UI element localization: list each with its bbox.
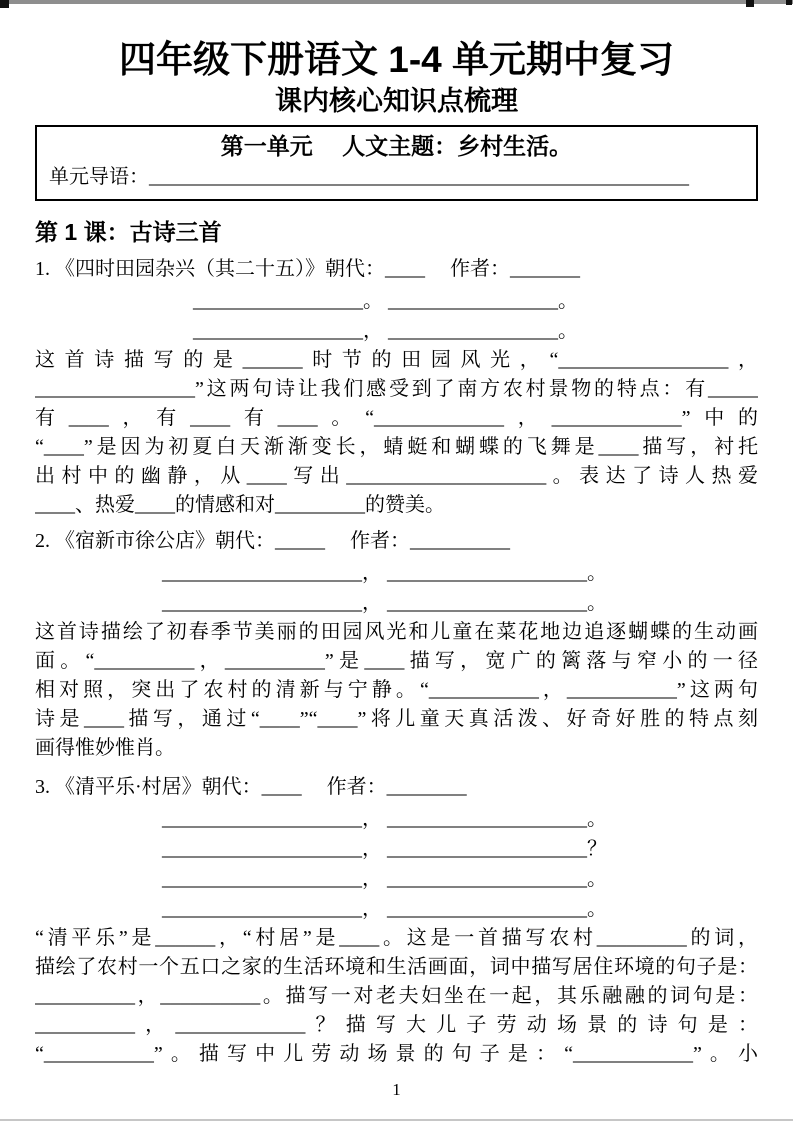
poem1-verse-line-1: _________________。 _________________。 bbox=[193, 290, 578, 312]
page-title: 四年级下册语文 1-4 单元期中复习 bbox=[118, 39, 675, 80]
poem1-title-line: 1. 《四时田园杂兴（其二十五）》朝代：____ 作者：_______ bbox=[35, 258, 580, 280]
poem3-title-line: 3. 《清平乐·村居》朝代：____ 作者：________ bbox=[35, 776, 467, 798]
poem2-analysis-line-3: 相对照，突出了农村的清新与宁静。“___________，___________”这两句 bbox=[35, 679, 758, 701]
unit-intro-blank-line: ______________________________________________________ bbox=[149, 166, 689, 188]
scan-artifact-bottom-line bbox=[0, 1119, 793, 1121]
unit-box bbox=[35, 125, 758, 201]
poem2-verse-line-1: ____________________， ____________________。 bbox=[162, 562, 607, 584]
poem1-analysis-line-5: 出村中的幽静，从____写出____________________。表达了诗人热爱 bbox=[35, 465, 758, 487]
poem2-title-line: 2. 《宿新市徐公店》朝代：_____ 作者：__________ bbox=[35, 530, 510, 552]
unit-heading: 第一单元 人文主题：乡村生活。 bbox=[220, 133, 573, 159]
poem1-analysis-line-1: 这首诗描写的是______时节的田园风光，“_________________， bbox=[35, 349, 758, 371]
poem3-analysis-line-1: “清平乐”是______，“村居”是____。这是一首描写农村_________的词， bbox=[35, 927, 758, 949]
poem3-verse-line-4: ____________________， ____________________。 bbox=[162, 898, 607, 920]
poem2-verse-line-2: ____________________， ____________________。 bbox=[162, 592, 607, 614]
poem2-analysis-line-5: 画得惟妙惟肖。 bbox=[35, 737, 175, 759]
poem1-analysis-line-2: ________________”这两句诗让我们感受到了南方农村景物的特点：有_____ bbox=[35, 378, 758, 400]
lesson-heading: 第 1 课：古诗三首 bbox=[35, 219, 222, 245]
poem3-analysis-line-5: “___________”。描写中儿劳动场景的句子是：“____________”。小 bbox=[35, 1043, 758, 1065]
poem3-analysis-line-2: 描绘了农村一个五口之家的生活环境和生活画面，词中描写居住环境的句子是： bbox=[35, 956, 758, 978]
poem3-verse-line-1: ____________________， ____________________。 bbox=[162, 808, 607, 830]
poem1-analysis-line-3: 有____，有____有____。“_____________，_____________”中的 bbox=[35, 407, 758, 429]
scan-mark-left bbox=[0, 0, 9, 8]
poem3-verse-line-3: ____________________， ____________________。 bbox=[162, 868, 607, 890]
scan-mark-corner bbox=[786, 0, 792, 5]
poem3-analysis-line-3: __________，__________。描写一对老夫妇坐在一起，其乐融融的词句是： bbox=[35, 985, 758, 1007]
poem3-analysis-line-4: __________，_____________？描写大儿子劳动场景的诗句是： bbox=[35, 1014, 758, 1036]
scan-artifact-top-bar bbox=[0, 0, 793, 4]
poem2-analysis-line-2: 面。“__________，__________”是____描写，宽广的篱落与窄小的一径 bbox=[35, 650, 758, 672]
poem1-analysis-line-4: “____”是因为初夏白天渐渐变长，蜻蜓和蝴蝶的飞舞是____描写，衬托 bbox=[35, 436, 758, 458]
poem1-verse-line-2: _________________， _________________。 bbox=[193, 320, 578, 342]
poem3-verse-line-2: ____________________， ____________________？ bbox=[162, 838, 607, 860]
page-number: 1 bbox=[392, 1080, 401, 1099]
poem2-analysis-line-4: 诗是____描写，通过“____”“____”将儿童天真活泼、好奇好胜的特点刻 bbox=[35, 708, 758, 730]
scan-mark-right bbox=[746, 0, 754, 7]
unit-intro-line bbox=[49, 163, 744, 191]
poem1-analysis-line-6: ____、热爱____的情感和对_________的赞美。 bbox=[35, 494, 445, 516]
page-subtitle: 课内核心知识点梳理 bbox=[275, 86, 518, 116]
poem2-analysis-line-1: 这首诗描绘了初春季节美丽的田园风光和儿童在菜花地边追逐蝴蝶的生动画 bbox=[35, 621, 758, 643]
unit-intro-label: 单元导语： bbox=[49, 166, 149, 188]
